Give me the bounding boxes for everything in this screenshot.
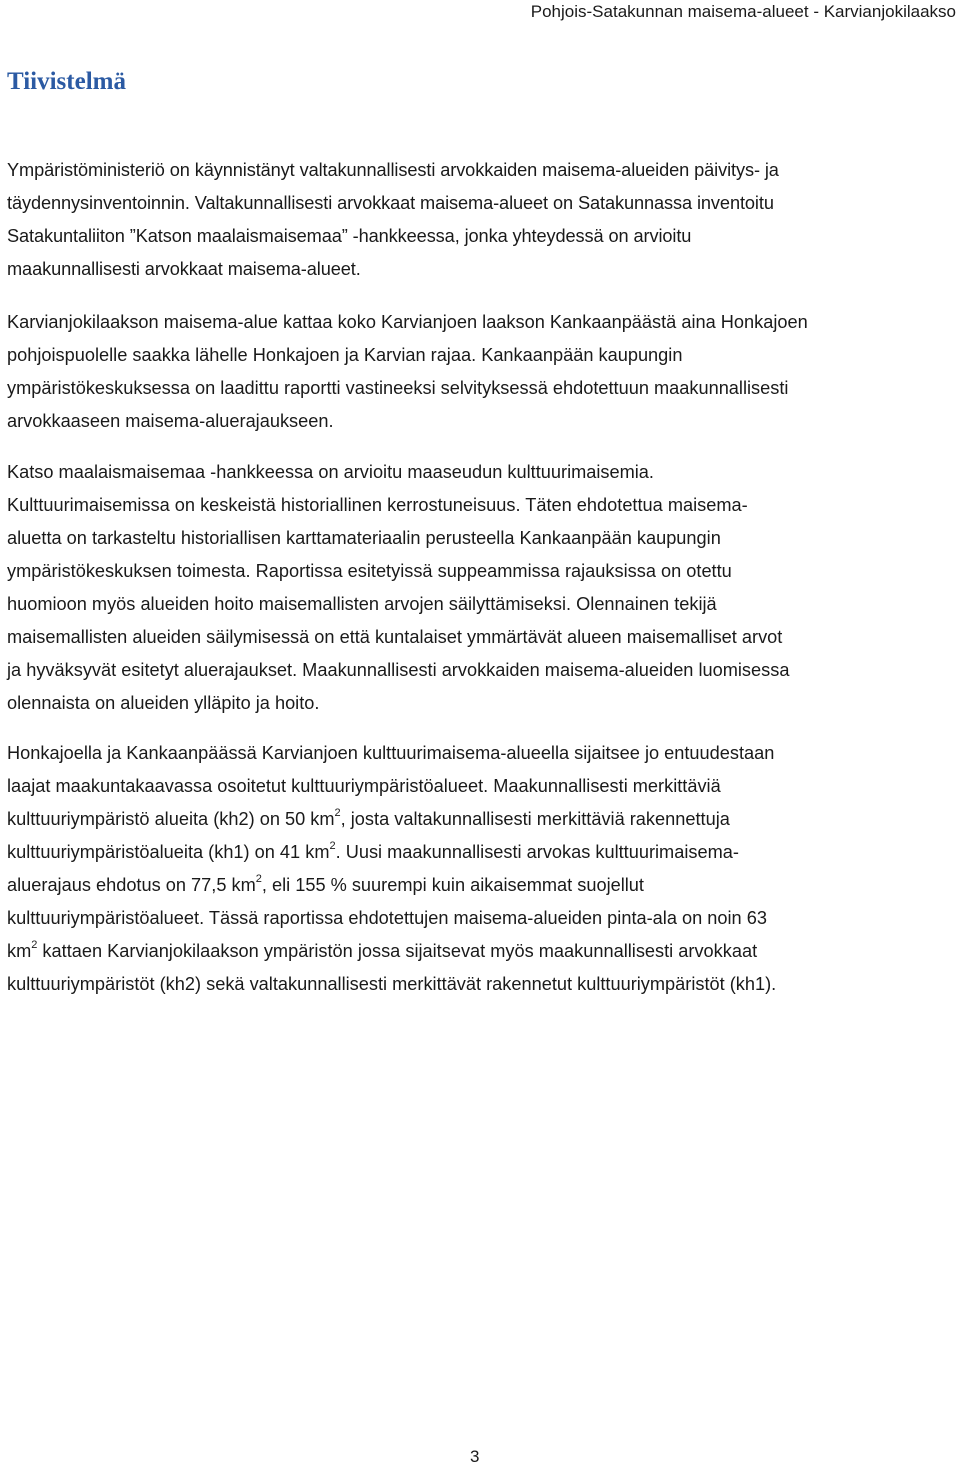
running-header: Pohjois-Satakunnan maisema-alueet - Karvianjokilaakso	[530, 2, 956, 21]
page-number: 3	[470, 1447, 480, 1466]
text-segment: , eli 155 % suurempi kuin aikaisemmat suojellut	[261, 875, 644, 895]
text-line: Kulttuurimaisemissa on keskeistä historiallinen kerrostuneisuus. Täten ehdotettua maisema-	[7, 495, 748, 515]
text-line	[7, 803, 955, 836]
text-segment: km	[7, 941, 32, 961]
superscript: 2	[334, 807, 341, 819]
text-line: täydennysinventoinnin. Valtakunnallisesti arvokkaat maisema-alueet on Satakunnassa inventoitu	[7, 193, 774, 213]
text-line: Ympäristöministeriö on käynnistänyt valtakunnallisesti arvokkaiden maisema-alueiden päivitys- ja	[7, 160, 779, 180]
section-title: Tiivistelmä	[7, 68, 126, 95]
text-line: ympäristökeskuksessa on laadittu raportti vastineeksi selvityksessä ehdotettuun maakunnallisesti	[7, 378, 789, 398]
text-line: ympäristökeskuksen toimesta. Raportissa esitetyissä suppeammissa rajauksissa on otettu	[7, 561, 732, 581]
text-line: huomioon myös alueiden hoito maisemallisten arvojen säilyttämiseksi. Olennainen tekijä	[7, 594, 717, 614]
superscript: 2	[329, 840, 336, 852]
text-line	[7, 836, 955, 869]
text-line: aluetta on tarkasteltu historiallisen karttamateriaalin perusteella Kankaanpään kaupungin	[7, 528, 721, 548]
text-line: arvokkaaseen maisema-aluerajaukseen.	[7, 411, 334, 431]
paragraph-history	[7, 456, 955, 720]
text-line: kulttuuriympäristöalueet. Tässä raportissa ehdotettujen maisema-alueiden pinta-ala on noin 63	[7, 908, 767, 928]
superscript: 2	[31, 939, 38, 951]
superscript: 2	[255, 873, 262, 885]
text-segment: kulttuuriympäristö alueita (kh2) on 50 km	[7, 809, 335, 829]
text-line	[7, 935, 955, 968]
text-line: laajat maakuntakaavassa osoitetut kulttuuriympäristöalueet. Maakunnallisesti merkittäviä	[7, 776, 721, 796]
text-line: Karvianjokilaakson maisema-alue kattaa koko Karvianjoen laakson Kankaanpäästä aina Honkajoen	[7, 312, 808, 332]
text-line: Katso maalaismaisemaa -hankkeessa on arvioitu maaseudun kulttuurimaisemia.	[7, 462, 654, 482]
text-line: ja hyväksyvät esitetyt aluerajaukset. Maakunnallisesti arvokkaiden maisema-alueiden luomisessa	[7, 660, 790, 680]
paragraph-intro	[7, 154, 955, 286]
text-segment: kulttuuriympäristöalueita (kh1) on 41 km	[7, 842, 330, 862]
text-line: kulttuuriympäristöt (kh2) sekä valtakunnallisesti merkittävät rakennetut kulttuuriympäristöt (kh1).	[7, 974, 777, 994]
text-line: Honkajoella ja Kankaanpäässä Karvianjoen kulttuurimaisema-alueella sijaitsee jo entuudestaan	[7, 743, 775, 763]
text-line: olennaista on alueiden ylläpito ja hoito.	[7, 693, 320, 713]
text-line	[7, 869, 955, 902]
text-line: pohjoispuolelle saakka lähelle Honkajoen ja Karvian rajaa. Kankaanpään kaupungin	[7, 345, 683, 365]
paragraph-area	[7, 306, 955, 438]
text-segment: kattaen Karvianjokilaakson ympäristön jossa sijaitsevat myös maakunnallisesti arvokkaat	[37, 941, 758, 961]
text-segment: . Uusi maakunnallisesti arvokas kulttuurimaisema-	[335, 842, 739, 862]
text-segment: , josta valtakunnallisesti merkittäviä rakennettuja	[340, 809, 730, 829]
text-line: maisemallisten alueiden säilymisessä on että kuntalaiset ymmärtävät alueen maisemalliset arvot	[7, 627, 783, 647]
text-segment: aluerajaus ehdotus on 77,5 km	[7, 875, 256, 895]
paragraph-areas-summary	[7, 737, 955, 1001]
text-line: maakunnallisesti arvokkaat maisema-alueet.	[7, 259, 361, 279]
text-line: Satakuntaliiton ”Katson maalaismaisemaa” -hankkeessa, jonka yhteydessä on arvioitu	[7, 226, 692, 246]
